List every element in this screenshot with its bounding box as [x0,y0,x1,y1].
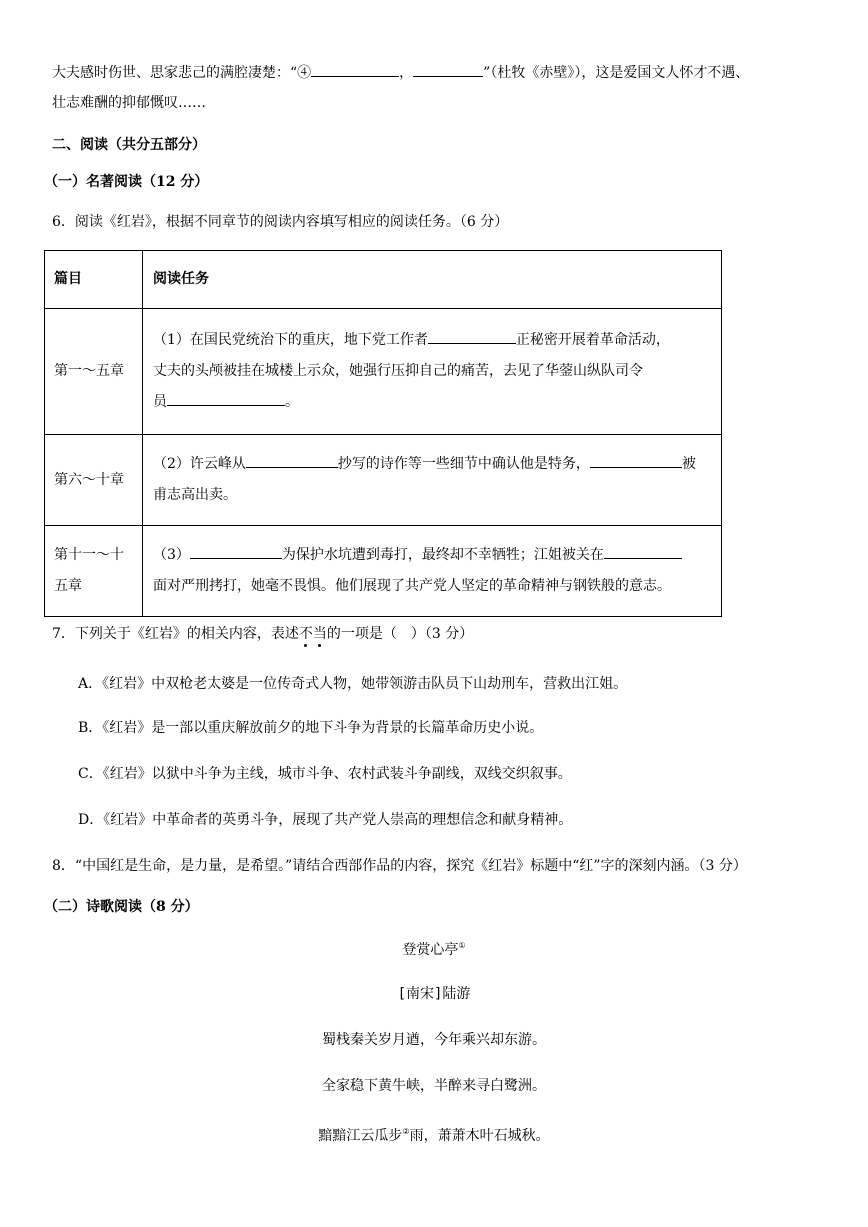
row1-blank-1[interactable] [428,329,516,344]
row3-text-b: 为保护水坑遭到毒打，最终却不幸牺牲；江姐被关在 [281,547,604,563]
poem-line-3 [0,1122,868,1146]
row2-chapter: 第六～十章 [45,435,143,526]
q7-option-c[interactable]: C．《红岩》以狱中斗争为主线，城市斗争、农村武装斗争副线，双线交织叙事。 [78,766,572,782]
intro-comma: ， [399,65,414,81]
row3-chapter-b: 五章 [54,578,82,594]
intro-text: 大夫感时伤世、思家悲己的满腔凄楚：“④ [52,65,312,81]
q7-option-b[interactable]: B．《红岩》是一部以重庆解放前夕的地下斗争为背景的长篇革命历史小说。 [78,720,544,736]
row1-blank-2[interactable] [167,391,285,406]
intro-line-1 [52,62,749,83]
header-chapter: 篇目 [45,251,143,309]
part1-heading: （一）名著阅读（12 分） [44,174,209,190]
row2-text-a: （2）许云峰从 [153,456,246,472]
row3-chapter [45,526,143,617]
question-8: 8．“中国红是生命，是力量，是希望。”请结合西部作品的内容，探究《红岩》标题中“红”字的深刻内涵。（3 分） [52,858,747,874]
row3-blank-2[interactable] [604,544,682,559]
row2-text-c: 被 [681,456,696,472]
answer-blank-4b[interactable] [413,62,483,77]
row2-text-d: 甫志高出卖。 [153,487,237,503]
header-task: 阅读任务 [143,251,722,309]
poem-title [0,936,868,960]
row2-blank-2[interactable] [590,453,682,468]
question-7 [52,624,473,644]
poem-line-3a: 黯黯江云瓜步 [318,1128,403,1144]
q7-emphasis-1: 不 [298,626,313,642]
row3-text-c: 面对严刑拷打，她毫不畏惧。他们展现了共产党人坚定的革命精神与钢铁般的意志。 [153,578,671,594]
question-6: 6．阅读《红岩》，根据不同章节的阅读内容填写相应的阅读任务。（6 分） [52,214,509,230]
reading-task-table [44,250,722,617]
intro-line-2: 壮志难酬的抑郁慨叹…… [52,95,206,111]
q7-text-b: 的一项是（ ）（3 分） [326,626,474,642]
poem-line-3-footnote: ② [402,1127,410,1136]
row2-text-b: 抄写的诗作等一些细节中确认他是特务， [337,456,590,472]
row3-blank-1[interactable] [190,544,282,559]
q7-option-a[interactable]: A．《红岩》中双枪老太婆是一位传奇式人物，她带领游击队员下山劫刑车，营救出江姐。 [78,676,628,692]
table-header-row [45,251,722,309]
q7-text-a: 7．下列关于《红岩》的相关内容，表述 [52,626,299,642]
row3-task [143,526,722,617]
row3-chapter-a: 第十一～十 [54,547,124,563]
row1-text-b: 正秘密开展着革命活动， [515,332,670,348]
row2-blank-1[interactable] [246,453,338,468]
poem-line-2: 全家稳下黄牛峡，半醉来寻白鹭洲。 [322,1078,546,1094]
table-row [45,435,722,526]
q7-emphasis-2: 当 [312,626,327,642]
row1-text-d: 员 [153,394,167,410]
part2-heading: （二）诗歌阅读（8 分） [44,899,199,915]
row1-text-a: （1）在国民党统治下的重庆，地下党工作者 [153,332,428,348]
poem-author: [南宋]陆游 [397,986,471,1002]
row1-text-e: 。 [285,394,299,410]
q7-option-d[interactable]: D．《红岩》中革命者的英勇斗争，展现了共产党人崇高的理想信念和献身精神。 [78,812,573,828]
poem-line-1: 蜀栈秦关岁月遒，今年乘兴却东游。 [322,1032,546,1048]
poem-line-3b: 雨，萧萧木叶石城秋。 [409,1128,550,1144]
row3-text-a: （3） [153,547,190,563]
row1-text-c: 丈夫的头颅被挂在城楼上示众，她强行压抑自己的痛苦，去见了华蓥山纵队司令 [153,363,643,379]
row2-task [143,435,722,526]
section-heading: 二、阅读（共分五部分） [52,137,206,153]
row1-chapter: 第一～五章 [45,309,143,435]
poem-title-footnote: ① [458,941,466,950]
row1-task [143,309,722,435]
table-row [45,309,722,435]
table-row [45,526,722,617]
answer-blank-4a[interactable] [311,62,399,77]
poem-title-text: 登赏心亭 [402,942,459,958]
intro-text-end: ”（杜牧《赤壁》），这是爱国文人怀才不遇、 [483,65,750,81]
